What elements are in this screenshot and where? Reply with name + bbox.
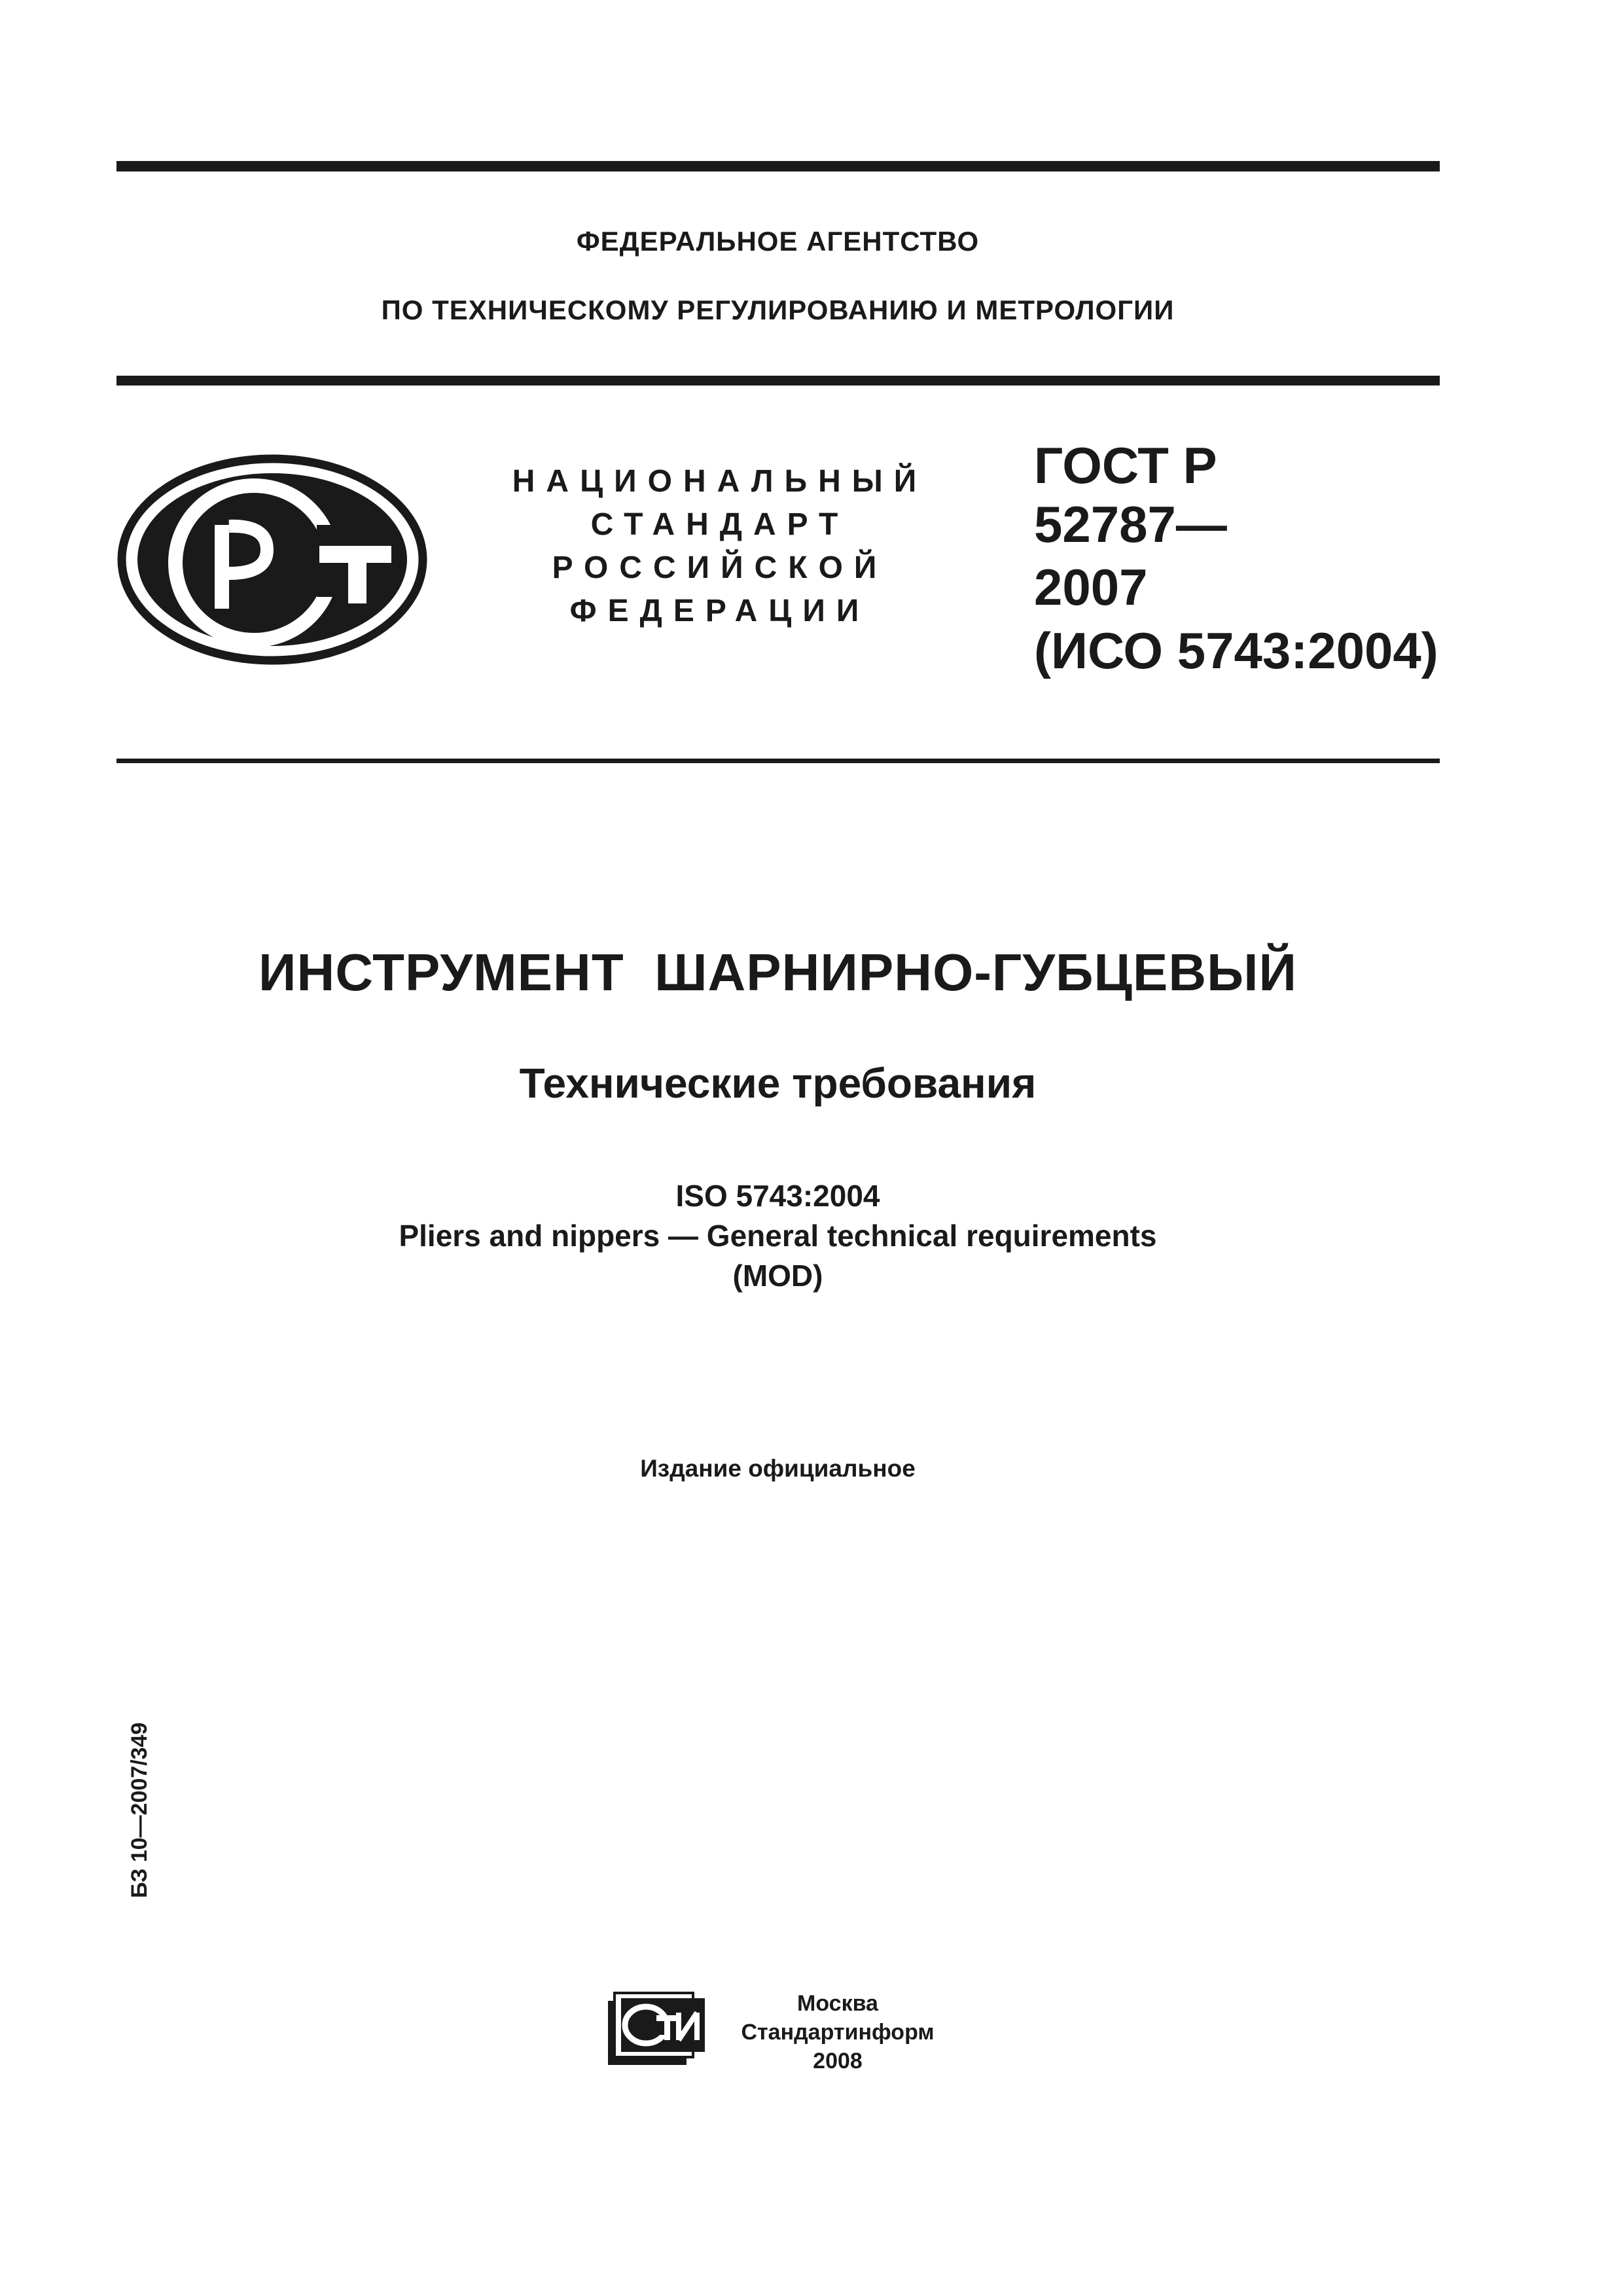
national-standard-line-3: РОССИЙСКОЙ [552, 550, 888, 585]
side-code: БЗ 10—2007/349 [127, 1722, 152, 1898]
document-title: ИНСТРУМЕНТ ШАРНИРНО-ГУБЦЕВЫЙ [259, 943, 1297, 1001]
agency-line-1: ФЕДЕРАЛЬНОЕ АГЕНТСТВО [576, 226, 980, 257]
national-standard-line-1: НАЦИОНАЛЬНЫЙ [512, 464, 928, 499]
designation-line-2: 52787— [1034, 495, 1227, 553]
document-subtitle: Технические требования [519, 1060, 1037, 1107]
publisher-year: 2008 [813, 2049, 863, 2073]
designation-line-3: 2007 [1034, 558, 1148, 616]
iso-reference-number: ISO 5743:2004 [675, 1179, 880, 1213]
iso-reference-modification: (MOD) [732, 1259, 823, 1293]
standartinform-logo-icon [605, 1986, 710, 2068]
national-standard-line-4: ФЕДЕРАЦИИ [569, 594, 870, 628]
publisher-city: Москва [797, 1991, 878, 2016]
lower-rule [116, 759, 1440, 763]
middle-rule [116, 376, 1440, 386]
national-standard-line-2: СТАНДАРТ [590, 507, 849, 542]
agency-line-2: ПО ТЕХНИЧЕСКОМУ РЕГУЛИРОВАНИЮ И МЕТРОЛОГИИ [381, 295, 1175, 325]
publisher-name: Стандартинформ [741, 2020, 935, 2045]
rst-mark-icon [115, 452, 429, 668]
iso-reference-title: Pliers and nippers — General technical requirements [399, 1219, 1157, 1253]
edition-note: Издание официальное [640, 1455, 916, 1482]
designation-line-1: ГОСТ Р [1034, 437, 1217, 494]
designation-line-4: (ИСО 5743:2004) [1034, 622, 1438, 679]
top-rule [116, 161, 1440, 171]
